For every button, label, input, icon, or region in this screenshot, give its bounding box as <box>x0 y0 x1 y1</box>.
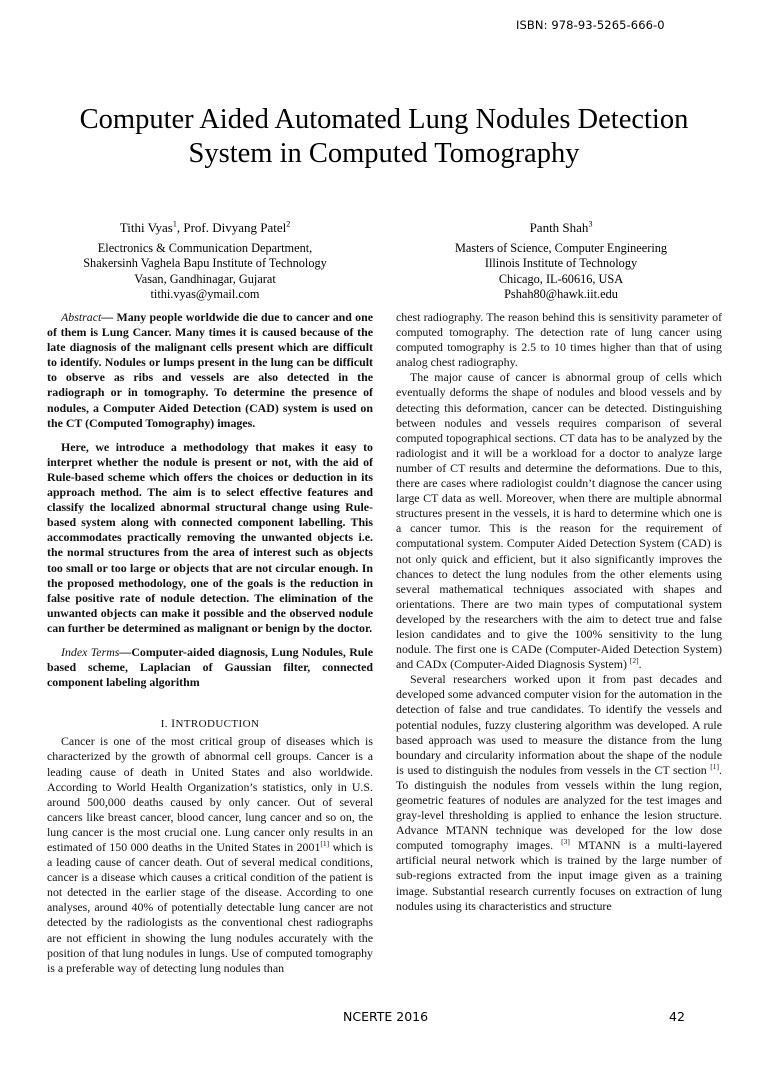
citation-3: [3] <box>561 837 570 847</box>
affiliation-degree: Masters of Science, Computer Engineering <box>454 240 668 255</box>
footer-page-number: 42 <box>669 1009 685 1024</box>
author-block-right <box>396 220 726 303</box>
body-paragraph-cause: The major cause of cancer is abnormal group of cells which eventually deforms the shape of nodules and blood vessels and by detecting this deformation, cancer can be detected. Distinguishing between nodules and vessels requires comparison of several computed topographical sections. CT data has to be analyzed by the radiologist and it will be a workload for a doctor to analyze large number of CT results and determine the deformations. Due to this, there are cases where radiologist couldn’t diagnose the cancer using large CT data as well. Moreover, when there are multiple abnormal structures present in the vessels, it is hard to determine which one is a cancer tumor. This is the reason for the requirement of computational system. Computer Aided Detection System (CAD) is not only quick and efficient, but it also significantly improves the chances to detect the lung nodules from the other elements using several mathematical techniques associated with shapes and orientations. There are two main types of computational system developed by the researchers with the aim to detect true and false lesion candidates and to give the 100% sensitivity to the lung nodule. The first one is CADe (Computer-Aided Detection System) and CADx (Computer-Aided Diagnosis System) [2]. <box>396 370 722 672</box>
affiliation-location: Vasan, Gandhinagar, Gujarat <box>134 271 276 286</box>
affiliation-location-right: Chicago, IL-60616, USA <box>498 271 624 286</box>
affiliation-institute-right: Illinois Institute of Technology <box>484 256 638 271</box>
index-terms: Index Terms—Computer-aided diagnosis, Lung Nodules, Rule based scheme, Laplacian of Gaussian filter, connected component labeling algorithm <box>47 644 373 690</box>
intro-paragraph: Cancer is one of the most critical group of diseases which is characterized by the growth of abnormal cell groups. Cancer is a leading cause of death in United States and also worldwide. According to World Health Organization’s statistics, only in U.S. around 500,000 deaths caused by only cancer. Out of several cancers like breast cancer, blood cancer, lung cancer and so on, the lung cancer is the most crucial one. Lung cancer only results in an estimated of 150 000 deaths in the United States in 2001[1] which is a leading cause of cancer death. Out of several medical conditions, cancer is a disease which causes a critical condition of the patient is not detected in the earlier stage of the disease. According to one analyses, around 40% of potentially detectable lung cancer are not detected by the radiologists as the conventional chest radiographs are not efficient in showing the lung nodules accurately with the position of that lung nodules in lungs. Use of computed tomography is a preferable way of detecting lung nodules than <box>47 734 373 975</box>
affiliation-institute: Shakersinh Vaghela Bapu Institute of Technology <box>83 256 327 271</box>
left-column <box>47 310 373 976</box>
abstract-paragraph-1: Abstract— Many people worldwide die due to cancer and one of them is Lung Cancer. Many times it is caused because of the late diagnosis of the malignant cells present which are difficult to identify. Nodules or lumps present in the lung can be difficult to observe as ribs and vessels are also detected in the radiograph or in tomography. To determine the presence of nodules, a Computer Aided Detection (CAD) system is used on the CT (Computed Tomography) images. <box>47 310 373 430</box>
body-paragraph-continued: chest radiography. The reason behind this is sensitivity parameter of computed tomography. The detection rate of lung cancer using computed tomography is 2.5 to 10 times higher than that of using analog chest radiography. <box>396 310 722 370</box>
author-names-left: Tithi Vyas$^1$, Prof. Divyang Patel$^2$ <box>119 219 291 235</box>
citation-2: [2] <box>629 656 639 666</box>
title-line-2: System in Computed Tomography <box>188 138 580 169</box>
isbn-header: ISBN: 978-93-5265-666-0 <box>516 18 665 32</box>
citation-1b: [1] <box>710 761 720 771</box>
paper-title <box>20 103 748 171</box>
footer-conference: NCERTE 2016 <box>343 1009 429 1024</box>
section-heading-introduction: I. INTRODUCTION <box>160 716 260 731</box>
author-email-right[interactable]: Pshah80@hawk.iit.edu <box>504 287 618 302</box>
title-line-1: Computer Aided Automated Lung Nodules Detection <box>79 104 689 135</box>
author-block-left <box>40 220 370 303</box>
author-name-right: Panth Shah$^3$ <box>529 219 593 235</box>
index-terms-label: Index Terms <box>61 644 120 659</box>
abstract-label: Abstract <box>61 310 102 324</box>
author-email-left[interactable]: tithi.vyas@ymail.com <box>150 287 260 302</box>
citation-1: [1] <box>320 839 330 849</box>
abstract-paragraph-2: Here, we introduce a methodology that makes it easy to interpret whether the nodule is present or not, with the aid of Rule-based scheme which offers the choices or deduction in its approach method. The aim is to select effective features and classify the localized abnormal structural change using Rule-based system along with connected component labelling. This accommodates practically removing the unwanted objects i.e. the normal structures from the area of interest such as objects too small or too large or objects that are not circular enough. In the proposed methodology, one of the goals is the reduction in false positive rate of nodule detection. The elimination of the unwanted objects can make it possible and the observed nodule can further be determined as malignant or benign by the doctor. <box>47 439 373 635</box>
affiliation-department: Electronics & Communication Department, <box>97 240 313 255</box>
body-paragraph-research: Several researchers worked upon it from past decades and developed some advanced computer vision for the automation in the detection of false and true candidates. To identify the vessels and potential nodules, fuzzy clustering algorithm was developed. A rule based approach was used to measure the distance from the lung boundary and circularity information about the shape of the nodule is used to distinguish the nodules from vessels in the CT section [1]. To distinguish the nodules from vessels within the lung region, geometric features of nodules are analyzed for the test images and gray-level thresholding is applied to enhance the lesion structure. Advance MTANN technique was developed for the low dose computed tomography images. [3] MTANN is a multi-layered artificial neural network which is trained by the large number of sub-regions extracted from the input image given as a training image. Substantial research currently focuses on extraction of lung nodules using its characteristics and structure <box>396 672 723 913</box>
right-column <box>396 310 722 914</box>
